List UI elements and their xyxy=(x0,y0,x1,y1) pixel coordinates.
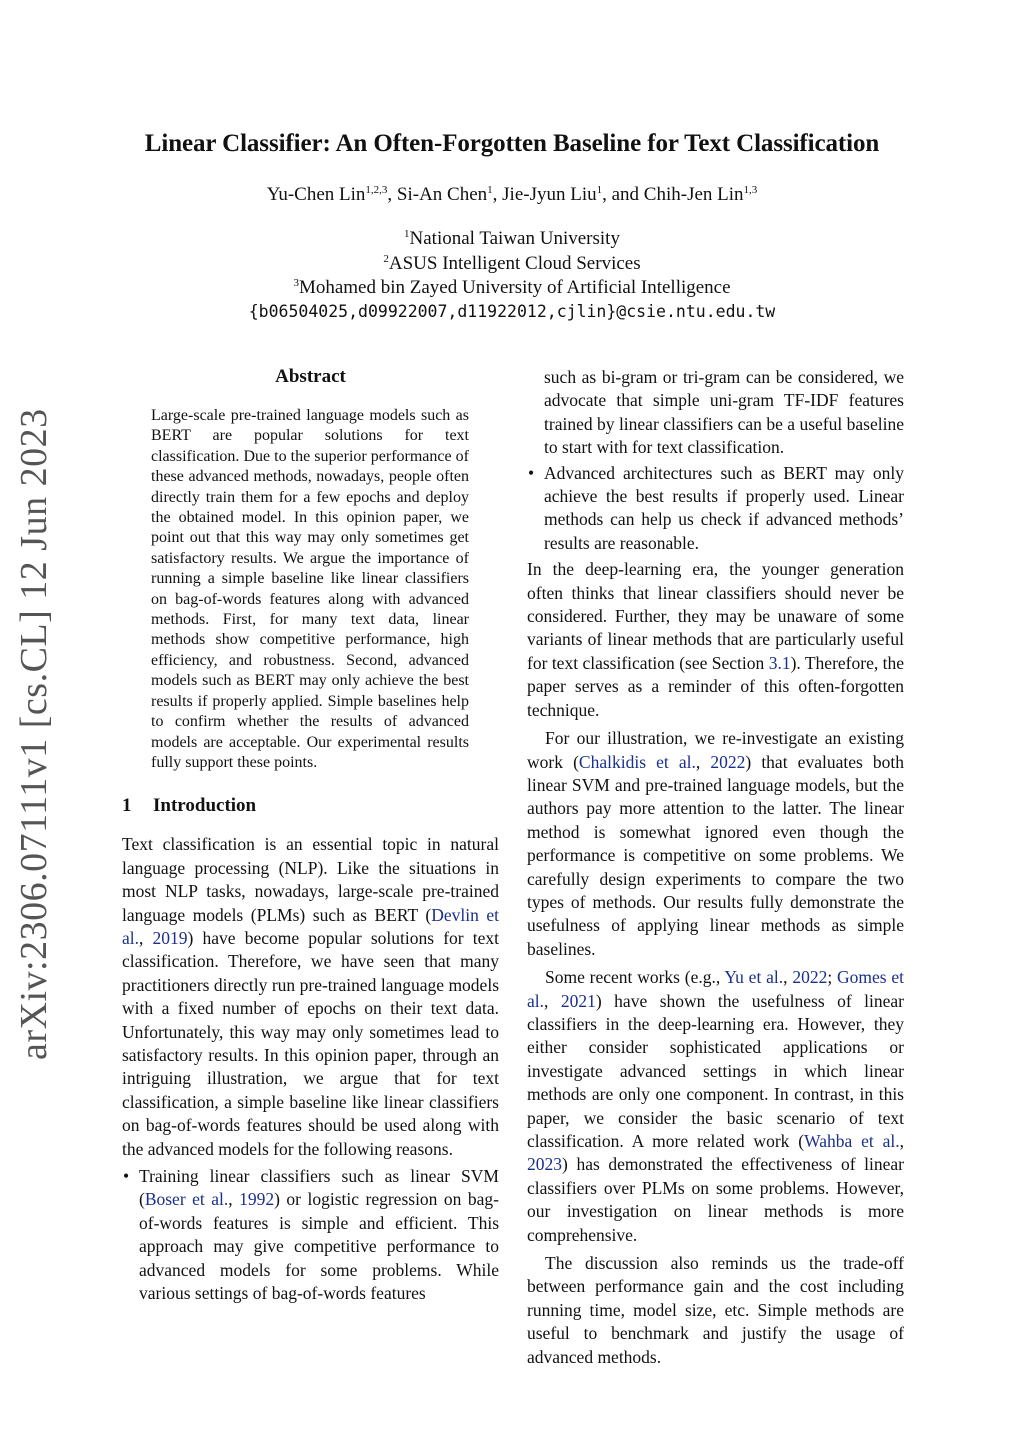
author-affiliation-marker: 1,2,3 xyxy=(365,184,388,196)
intro-paragraph: Some recent works (e.g., Yu et al., 2022; Gomes et al., 2021) have shown the usefulness of linear classifiers in the deep-learning era. However, they either consider sophisticated applications or investigate advanced settings in which linear methods are only one component. In contrast, in this paper, we consider the basic scenario of text classification. A more related work (Wahba et al., 2023) has demonstrated the effectiveness of linear classifiers over PLMs on some problems. However, our investigation on linear methods is more comprehensive. xyxy=(527,967,905,1245)
author-emails: {b06504025,d09922007,d11922012,cjlin}@csie.ntu.edu.tw xyxy=(248,302,776,321)
author-name: , Jie-Jyun Liu xyxy=(492,184,597,205)
list-item-continuation: such as bi-gram or tri-gram can be considered, we advocate that simple uni-gram TF-IDF features trained by linear classifiers can be a useful baseline to start with for text classification. xyxy=(544,367,904,458)
reason-list xyxy=(122,1165,499,1305)
citation-link[interactable]: Wahba et al. xyxy=(804,1131,900,1151)
section-title: Introduction xyxy=(153,795,257,817)
citation-link[interactable]: 2019 xyxy=(152,927,188,948)
citation-link[interactable]: 2023 xyxy=(527,1154,562,1175)
section-number: 1 xyxy=(122,795,132,817)
abstract-text: Large-scale pre-trained language models such as BERT are popular solutions for text classification. Due to the superior performance of these advanced methods, nowadays, people often directly train them for a few epochs and deploy the obtained model. In this opinion paper, we point out that this way may only sometimes get satisfactory results. We argue the importance of running a simple baseline like linear classifiers on bag-of-words features along with advanced methods. First, for many text data, linear methods show competitive performance, high efficiency, and robustness. Second, advanced models such as BERT may only achieve the best results if properly applied. Simple baselines help to confirm whether the results of advanced models are acceptable. Our experimental results fully support these points. xyxy=(151,407,469,771)
arxiv-stamp: arXiv:2306.07111v1 [cs.CL] 12 Jun 2023 xyxy=(13,408,55,1060)
bullet-icon: • xyxy=(528,462,535,483)
author-name: Yu-Chen Lin xyxy=(266,184,366,205)
section-reference-link[interactable]: 3.1 xyxy=(768,652,791,673)
author-list xyxy=(0,184,1024,206)
right-column xyxy=(527,366,904,1369)
intro-paragraph: In the deep-learning era, the younger generation often thinks that linear classifiers should never be considered. Further, they may be unaware of some variants of linear methods that are particularly useful for text classification (see Section 3.1). Therefore, the paper serves as a reminder of this often-forgotten technique. xyxy=(527,559,904,720)
citation-link[interactable]: Gomes et al. xyxy=(527,967,904,1011)
citation-link[interactable]: 1992 xyxy=(239,1189,275,1210)
citation-link[interactable]: Boser et al. xyxy=(144,1189,229,1210)
section-heading xyxy=(122,795,499,817)
intro-paragraph: Text classification is an essential topic in natural language processing (NLP). Like the situations in most NLP tasks, nowadays, large-scale pre-trained language models (PLMs) such as BERT (Devlin et al., 2019) have become popular solutions for text classification. Therefore, we have seen that many practitioners directly run pre-trained language models with a fixed number of epochs on their text data. Unfortunately, this way may only sometimes lead to satisfactory results. In this opinion paper, through an intriguing illustration, we argue that for text classification, a simple baseline like linear classifiers on bag-of-words features should be used along with the advanced models for the following reasons. xyxy=(122,834,500,1159)
author-affiliation-marker: 1,3 xyxy=(743,184,758,196)
left-column xyxy=(122,366,499,1305)
abstract-heading: Abstract xyxy=(275,366,346,387)
bullet-icon: • xyxy=(123,1166,130,1186)
list-item: • Advanced architectures such as BERT may only achieve the best results if properly used. Linear methods can help us check if advanced methods’ results are reasonable. xyxy=(528,462,904,553)
citation-link[interactable]: Chalkidis et al. xyxy=(578,751,696,772)
citation-link[interactable]: 2022 xyxy=(792,967,828,988)
author-name: , Si-An Chen xyxy=(387,184,488,205)
affiliation: $^2$ASUS Intelligent Cloud Services xyxy=(383,253,641,274)
list-item: • Training linear classifiers such as linear SVM (Boser et al., 1992) or logistic regression on bag-of-words features is simple and efficient. This approach may give competitive performance to advanced models for some problems. While various settings of bag-of-words features xyxy=(123,1166,499,1304)
paper-title: Linear Classifier: An Often-Forgotten Baseline for Text Classification xyxy=(144,130,880,157)
intro-paragraph: The discussion also reminds us the trade-off between performance gain and the cost including running time, model size, etc. Simple methods are useful to benchmark and justify the usage of advanced methods. xyxy=(527,1253,904,1367)
affiliation: $^3$Mohamed bin Zayed University of Artificial Intelligence xyxy=(293,277,731,298)
reason-list xyxy=(527,462,904,556)
citation-link[interactable]: Yu et al. xyxy=(724,967,784,988)
author-name: , and Chih-Jen Lin xyxy=(602,184,744,205)
author-affiliation-marker: 1 xyxy=(596,184,603,196)
citation-link[interactable]: 2021 xyxy=(560,990,596,1011)
citation-link[interactable]: Devlin et al. xyxy=(122,904,499,948)
affiliation: $^1$National Taiwan University xyxy=(404,228,620,249)
author-affiliation-marker: 1 xyxy=(487,184,493,196)
citation-link[interactable]: 2022 xyxy=(710,751,746,772)
intro-paragraph: For our illustration, we re-investigate an existing work (Chalkidis et al., 2022) that evaluates both linear SVM and pre-trained language models, but the authors pay more attention to the latter. The linear method is somewhat ignored even though the performance is competitive on some problems. We carefully design experiments to compare the two types of methods. Our results fully demonstrate the usefulness of applying linear methods as simple baselines. xyxy=(527,728,905,959)
